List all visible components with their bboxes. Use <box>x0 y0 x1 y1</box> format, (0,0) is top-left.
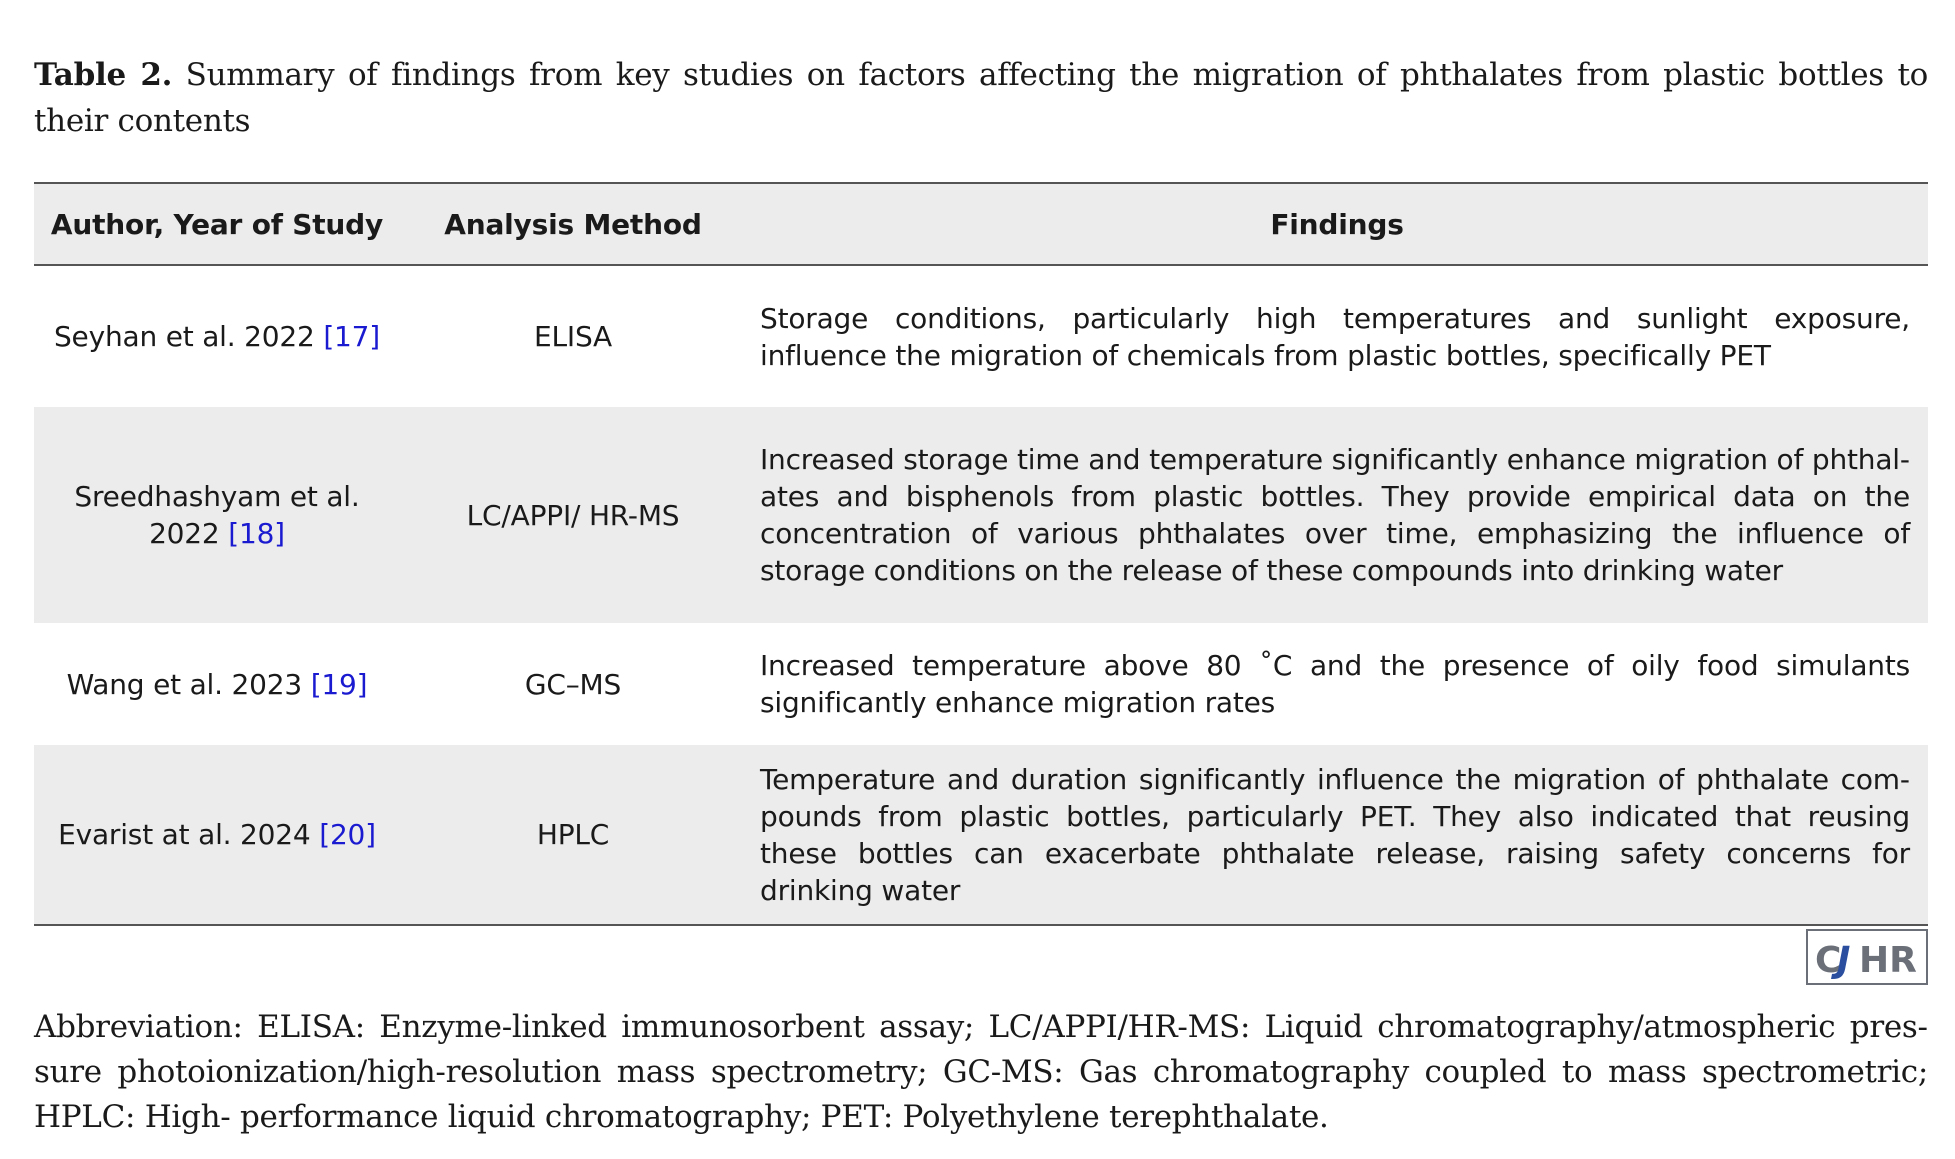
author-text: Evarist at al. 2024 <box>58 818 320 851</box>
method-cell: LC/APPI/ HR-MS <box>466 498 680 532</box>
table-row <box>34 265 1928 407</box>
findings-cell: Increased temperature above 80 ˚C and the presence of oily food simulants significantly enhance migration rates <box>760 649 1910 719</box>
author-cell <box>34 407 400 623</box>
table-row <box>34 623 1928 745</box>
journal-logo <box>1806 929 1928 985</box>
table-header-row <box>34 183 1928 265</box>
header-method: Analysis Method <box>444 207 702 241</box>
table-page <box>34 52 1928 1140</box>
method-cell: GC–MS <box>524 667 622 701</box>
author-cell <box>34 265 400 407</box>
author-cell <box>34 745 400 925</box>
table-row <box>34 407 1928 623</box>
author-text: Seyhan et al. 2022 <box>53 320 324 353</box>
header-findings: Findings <box>1270 207 1404 241</box>
author-text: Sreedhashyam et al. 2022 <box>74 480 360 550</box>
logo-area <box>34 929 1928 985</box>
findings-cell: Storage conditions, particularly high temperatures and sunlight exposure, influence the migration of chemicals from plastic bottles, specifically PET <box>760 301 1910 372</box>
svg-text:C: C <box>1815 940 1841 980</box>
author-cell <box>34 623 400 745</box>
reference-link[interactable]: [20] <box>319 818 376 851</box>
method-cell: ELISA <box>534 320 612 353</box>
author-text: Wang et al. 2023 <box>66 667 311 701</box>
svg-text:J: J <box>1837 940 1851 980</box>
reference-link[interactable]: [19] <box>310 667 368 701</box>
table-caption <box>34 52 1928 144</box>
reference-link[interactable]: [17] <box>323 320 380 353</box>
header-author: Author, Year of Study <box>50 207 384 241</box>
abbreviation-note: Abbreviation: ELISA: Enzyme-linked immunosorbent assay; LC/APPI/HR-MS: Liquid chromatography/atmospheric pressure photoionization/high-resolution mass spectrometry; GC-MS: Gas chromatography coupled to mass spectrometric; HPLC: High- performance liquid chromatography; PET: Polyethylene terephthalate. <box>34 1009 1928 1135</box>
table-row <box>34 745 1928 925</box>
method-cell: HPLC <box>536 818 610 851</box>
cjhr-logo-icon <box>1811 934 1923 980</box>
findings-table <box>34 182 1928 926</box>
reference-link[interactable]: [18] <box>228 517 285 550</box>
findings-cell: Increased storage time and temperature significantly enhance migration of phthalates and bisphenols from plastic bottles. They provide empirical data on the concentration of various phthalates over time, emphasizing the influence of storage conditions on the release of these compounds into drinking water <box>760 443 1910 587</box>
table-caption-label: Table 2. <box>34 57 173 93</box>
svg-text:HR: HR <box>1859 940 1917 980</box>
table-caption-text: Summary of findings from key studies on factors affecting the migration of phthalates from plastic bottles to their contents <box>34 57 1928 139</box>
findings-cell: Temperature and duration significantly influence the migration of phthalate compounds from plastic bottles, particularly PET. They also indicated that reusing these bottles can exacerbate phthalate release, raising safety concerns for drinking water <box>760 762 1910 907</box>
